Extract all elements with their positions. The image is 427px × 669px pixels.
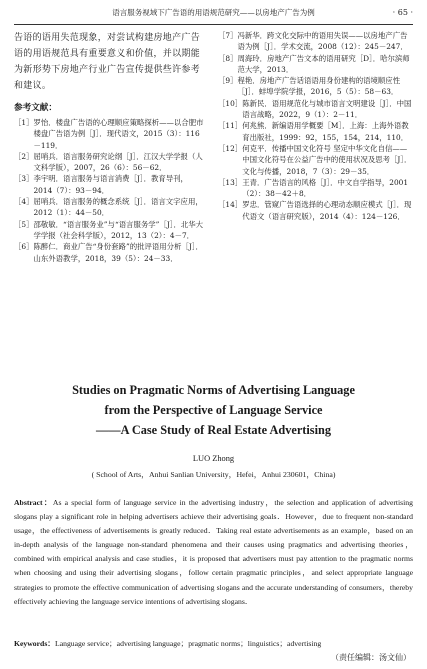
reference-item [14,241,204,264]
reference-number: ［8］ [218,53,238,63]
references-title: 参考文献： [14,103,57,113]
keywords-text: Language service；advertising language；pragmatic norms；linguistics；advertising [55,639,322,648]
author-affiliation: ( School of Arts，Anhui Sanlian University，Hefei，Anhui 230601，China) [91,470,336,479]
reference-text: 陈新民．语用规范化与城市语言文明建设［J］．中国语言战略，2022，9（1）：2－11． [242,98,412,120]
reference-number: ［7］ [218,31,238,40]
reference-text: 冯新华．跨文化交际中的语用失误——以房地产广告语为例［J］．学术交流，2008（12）：245－247． [237,31,408,52]
reference-text: 何兆熊．新编语用学概要［M］．上海：上海外语教育出版社，1999：92，155，154，214，110． [242,121,409,142]
reference-number: ［14］ [218,200,243,210]
reference-item [218,177,414,200]
reference-item [218,75,414,98]
reference-item [14,173,204,196]
reference-item [218,30,414,53]
reference-item [218,199,414,222]
reference-item [218,53,414,76]
reference-text: 陈醉仁．商业广告“身份套路”的批评语用分析［J］．山东外语教学，2018，39（5）：24－33． [33,242,203,263]
reference-number: ［13］ [218,177,243,187]
author-name: LUO Zhong [192,454,235,463]
reference-number: ［5］ [14,219,34,229]
keywords-label: Keywords： [14,639,55,648]
reference-item [14,219,204,242]
reference-number: ［6］ [14,242,34,252]
references-list-left [14,117,204,264]
reference-number: ［10］ [218,98,243,108]
reference-text: 屈哨兵．语言服务的概念系统［J］．语言文字应用，2012（1）：44－50． [33,197,203,218]
reference-number: ［2］ [14,151,34,161]
reference-item [218,143,414,177]
reference-text: 邵敬敏．“语言服务业”与“语言服务学”［J］．北华大学学报（社会科学版），2012，13（2）：4－7． [33,219,204,240]
page-number: · 65 · [392,8,413,17]
english-title [14,380,413,440]
reference-text: 屈哨兵．语言服务研究论纲［J］．江汉大学学报（人文科学版），2007，26（6）：56－62． [33,151,203,173]
abstract-label: Abstract： [14,498,53,507]
running-title: 语言服务视域下广告语的用语规范研究——以房地产广告为例 [112,8,315,17]
reference-text: 王青．广告语言的风格［J］．中文自学指导，2001（2）：38－42＋8． [242,177,409,199]
intro-paragraph: 告语的语用失范现象，对尝试构建房地产广告语的用语规范具有重要意义和价值，并以期能为新形势下房地产行业广告宣传提供些许参考和建议。 [14,33,201,91]
reference-item [14,151,204,174]
right-column [218,30,414,222]
references-list-right [218,30,414,222]
english-title-line1: Studies on Pragmatic Norms of Advertising Language [72,383,355,397]
reference-text: 李宇明．语言服务与语言消费［J］．教育导刊，2014（7）：93－94． [33,174,188,195]
running-header [14,6,413,25]
reference-text: 何克平．传播中国文化符号 坚定中华文化自信——中国文化符号在公益广告中的使用状况及思考［J］．文化与传播，2018，7（3）：29－35． [242,143,412,176]
english-title-line2: from the Perspective of Language Service [104,403,323,417]
reference-text: 程艳．房地产广告话语语用身份建构的语境顺应性［J］．蚌埠学院学报，2016，5（5）：58－63． [237,76,401,97]
english-title-line3: ——A Case Study of Real Estate Advertising [95,423,331,437]
keywords [14,638,413,649]
reference-item [218,98,414,121]
reference-number: ［11］ [218,121,243,131]
reference-number: ［3］ [14,174,34,184]
abstract [14,496,413,609]
reference-number: ［1］ [14,118,34,127]
reference-text: 罗怡．楼盘广告语的心理顺应策略探析——以合肥市楼盘广告语为例［J］．现代语文，2015（3）：116－119． [33,118,204,150]
editor-note: （责任编辑：汤文仙） [331,653,411,662]
reference-text: 罗忠．管窥广告语选择的心理动态顺应模式［J］．现代语文（语言研究版），2014（4）：124－126． [242,200,412,221]
reference-text: 周海玲．房地产广告文本的语用研究［D］．哈尔滨师范大学，2013． [237,53,410,74]
reference-number: ［9］ [218,76,238,86]
abstract-text: As a special form of language service in the advertising industry，the selection and application of advertising slogans play a significant role in helping advertisers achieve their advertising goals．However，due to frequent non-standard usage，the effectiveness of advertisements is greatly reduced．Taking real estate advertisements as an example，based on an in-depth analysis of the language non-standard phenomena and their causes using pragmatics and advertising theories，combined with empirical analysis and case studies，it is proposed that advertisers must pay attention to the pragmatic norms when choosing and using their advertising slogans，follow certain pragmatic principles，and select appropriate language strategies to promote the effective communication of advertising slogans and the accurate understanding of consumers，thereby effectively achieving the language service intentions of advertising slogans． [14,498,413,606]
left-column [14,30,204,264]
reference-item [14,196,204,219]
reference-item [14,117,204,151]
reference-number: ［4］ [14,197,34,207]
reference-item [218,120,414,143]
reference-number: ［12］ [218,143,243,153]
